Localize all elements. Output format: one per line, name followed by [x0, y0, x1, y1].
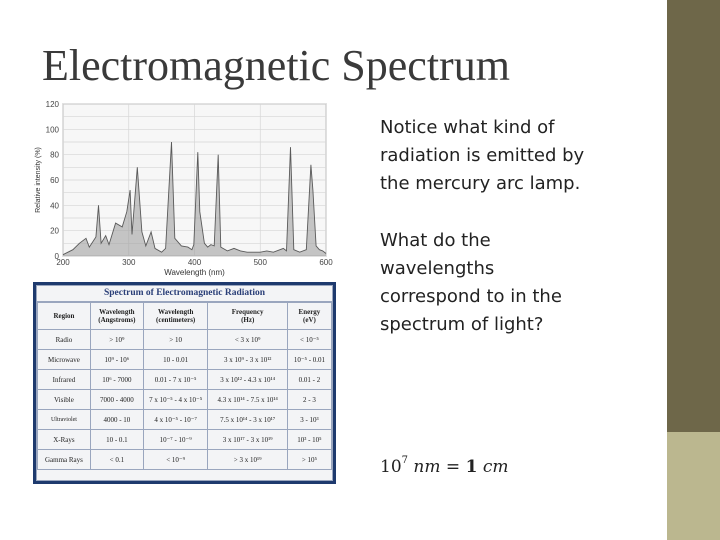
y-tick-label: 20 [50, 226, 59, 236]
table-header-cell [287, 303, 331, 330]
x-tick-label: 300 [122, 258, 136, 267]
table-cell: 10⁹ - 10⁶ [90, 350, 143, 370]
table-cell: < 10⁻⁵ [287, 330, 331, 350]
table-cell: 2 - 3 [287, 390, 331, 410]
table-cell: 3 - 10³ [287, 410, 331, 430]
table-cell: 7.5 x 10¹⁴ - 3 x 10¹⁷ [208, 410, 287, 430]
y-tick-label: 120 [45, 100, 59, 109]
table-cell: > 10⁹ [90, 330, 143, 350]
table-cell: > 10⁵ [287, 450, 331, 470]
table-cell: 7000 - 4000 [90, 390, 143, 410]
slide-notes [380, 114, 585, 368]
table-header-cell [143, 303, 208, 330]
table-cell: > 3 x 10¹⁹ [208, 450, 287, 470]
table-region-cell: Visible [38, 390, 91, 410]
formula-exponent: 7 [401, 455, 409, 467]
mercury-spectrum-chart [30, 98, 338, 280]
table-cell: 4000 - 10 [90, 410, 143, 430]
formula-equals: = [445, 457, 461, 477]
table-cell: 3 x 10⁹ - 3 x 10¹² [208, 350, 287, 370]
note-wavelengths: What do the wavelengths correspond to in the spectrum of light? [380, 230, 562, 335]
table-header-line: Frequency [231, 308, 264, 316]
table-header-line: Wavelength [99, 308, 135, 316]
table-cell: 3 x 10¹⁷ - 3 x 10¹⁹ [208, 430, 287, 450]
table-header-line: (Angstroms) [98, 316, 136, 324]
em-radiation-table [33, 282, 336, 484]
table-cell: 10 - 0.1 [90, 430, 143, 450]
x-tick-label: 400 [187, 258, 202, 267]
table-row [38, 450, 332, 470]
table-row [38, 330, 332, 350]
note-mercury-lamp: Notice what kind of radiation is emitted by the mercury arc lamp. [380, 117, 585, 194]
y-tick-label: 100 [45, 125, 59, 135]
table-cell: 10⁻⁵ - 0.01 [287, 350, 331, 370]
formula-lhs-unit: nm [413, 457, 441, 477]
table-region-cell: Ultraviolet [38, 410, 91, 430]
table-row [38, 350, 332, 370]
y-tick-label: 80 [50, 150, 59, 160]
formula-rhs-unit: cm [482, 457, 509, 477]
table-region-cell: Infrared [38, 370, 91, 390]
x-tick-label: 200 [56, 258, 70, 267]
table-row [38, 410, 332, 430]
table-header-line: Region [53, 312, 75, 320]
table-region-cell: Radio [38, 330, 91, 350]
table-cell: 0.01 - 2 [287, 370, 331, 390]
table-cell: 4 x 10⁻⁵ - 10⁻⁷ [143, 410, 208, 430]
unit-conversion-formula [380, 457, 508, 477]
table-cell: 10⁻⁷ - 10⁻⁹ [143, 430, 208, 450]
x-tick-label: 600 [319, 258, 333, 267]
table-cell: 4.3 x 10¹⁴ - 7.5 x 10¹⁴ [208, 390, 287, 410]
table-cell: 10⁶ - 7000 [90, 370, 143, 390]
table-cell: 7 x 10⁻⁵ - 4 x 10⁻⁵ [143, 390, 208, 410]
y-tick-label: 40 [50, 201, 59, 211]
table-cell: 10³ - 10⁵ [287, 430, 331, 450]
y-tick-label: 60 [50, 176, 59, 185]
formula-rhs-value: 1 [465, 457, 478, 477]
sidebar-accent-light [667, 432, 720, 540]
table-header-cell [38, 303, 91, 330]
table-row [38, 370, 332, 390]
x-tick-label: 500 [253, 258, 267, 267]
slide-title: Electromagnetic Spectrum [42, 41, 510, 90]
table-cell: < 0.1 [90, 450, 143, 470]
table-row [38, 430, 332, 450]
table-header-line: Energy [298, 308, 321, 316]
table-cell: 10 - 0.01 [143, 350, 208, 370]
table-row [38, 390, 332, 410]
table-cell: 0.01 - 7 x 10⁻⁵ [143, 370, 208, 390]
sidebar-accent-dark [667, 0, 720, 432]
x-axis-label: Wavelength (nm) [164, 268, 225, 277]
table-header-line: (Hz) [241, 316, 255, 324]
table-region-cell: Microwave [38, 350, 91, 370]
y-tick-label: 0 [54, 252, 59, 261]
table-header-cell [90, 303, 143, 330]
table-header-line: (eV) [303, 316, 316, 324]
table-region-cell: Gamma Rays [38, 450, 91, 470]
y-axis-label: Relative intensity (%) [35, 147, 42, 213]
table-header-line: Wavelength [157, 308, 194, 316]
table-header-cell [208, 303, 287, 330]
table-header-line: (centimeters) [156, 316, 196, 324]
table-cell: < 10⁻⁹ [143, 450, 208, 470]
table-caption: Spectrum of Electromagnetic Radiation [37, 286, 332, 302]
table-cell: > 10 [143, 330, 208, 350]
table-cell: < 3 x 10⁹ [208, 330, 287, 350]
table-cell: 3 x 10¹² - 4.3 x 10¹⁴ [208, 370, 287, 390]
table-region-cell: X-Rays [38, 430, 91, 450]
formula-base: 10 [380, 457, 402, 477]
